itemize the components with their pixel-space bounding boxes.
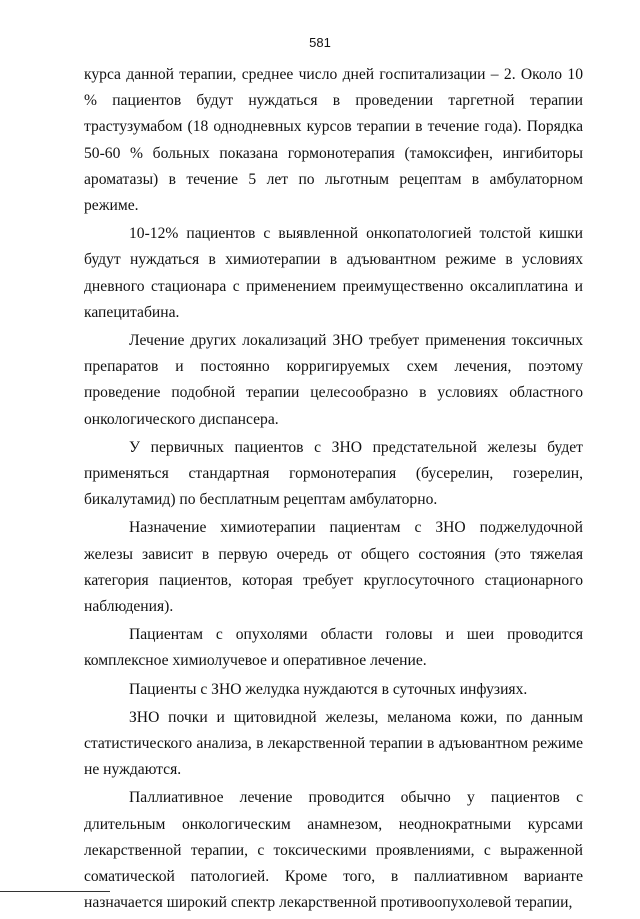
paragraph-continuation: курса данной терапии, среднее число дней госпитализации – 2. Около 10 % пациентов будут нуждаться в проведении таргетной терапии трастузумабом (18 однодневных курсов терапии в течение года). Порядка 50-60 % больных показана гормонотерапия (тамоксифен, ингибиторы ароматазы) в течение 5 лет по льготным рецептам в амбулаторном режиме. [84, 66, 583, 215]
body-text [84, 62, 583, 919]
paragraph-kidney-thyroid: ЗНО почки и щитовидной железы, меланома кожи, по данным статистического анализа, в лекарственной терапии в адъювантном режиме не нуждаются. [84, 708, 583, 779]
paragraph-palliative: Паллиативное лечение проводится обычно у пациентов с длительным онкологическим анамнезом, неоднократными курсами лекарственной терапии, с токсическими проявлениями, с выраженной соматической патологией. Кроме того, в паллиативном варианте назначается широкий спектр лекарственной противоопухолевой терапии, [84, 789, 583, 912]
footnote-separator [0, 891, 110, 892]
paragraph-colon-cancer: 10-12% пациентов с выявленной онкопатологией толстой кишки будут нуждаться в химиотерапии в адъювантном режиме в условиях дневного стационара с применением преимущественно оксалиплатина и капецитабина. [84, 225, 583, 321]
paragraph-prostate: У первичных пациентов с ЗНО предстательной железы будет применяться стандартная гормонотерапия (бусерелин, гозерелин, бикалутамид) по бесплатным рецептам амбулаторно. [84, 438, 583, 509]
paragraph-pancreas: Назначение химиотерапии пациентам с ЗНО поджелудочной железы зависит в первую очередь от общего состояния (это тяжелая категория пациентов, которая требует круглосуточного стационарного наблюдения). [84, 519, 583, 616]
paragraph-stomach: Пациенты с ЗНО желудка нуждаются в суточных инфузиях. [129, 680, 528, 698]
page-number: 581 [309, 35, 331, 50]
paragraph-other-localizations: Лечение других локализаций ЗНО требует применения токсичных препаратов и постоянно корригируемых схем лечения, поэтому проведение подобной терапии целесообразно в условиях областного онкологического диспансера. [84, 332, 583, 428]
paragraph-head-neck: Пациентам с опухолями области головы и шеи проводится комплексное химиолучевое и оперативное лечение. [84, 626, 583, 670]
